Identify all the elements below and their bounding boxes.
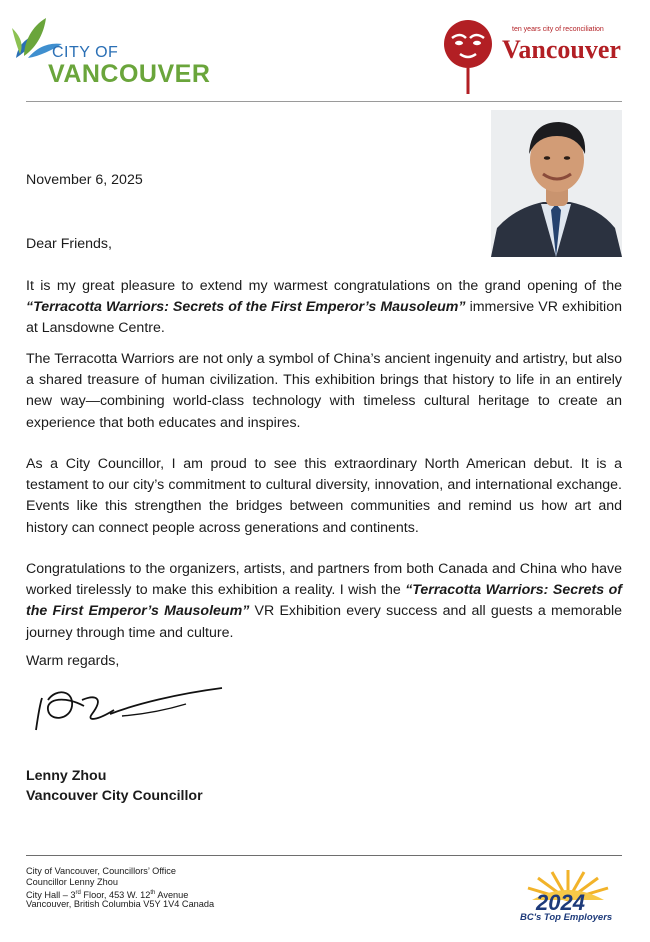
footer-divider — [26, 855, 622, 856]
header-divider — [26, 101, 622, 102]
paragraph-1-intro: It is my great pleasure to extend my warmest congratulations on the grand opening of the — [26, 278, 622, 294]
reconciliation-tagline: ten years city of reconciliation — [512, 26, 604, 33]
paragraph-1-end: immersive VR exhibition at Lansdowne Centre. — [26, 299, 622, 337]
salutation: Dear Friends, — [26, 236, 112, 252]
badge-year: 2024 — [536, 890, 585, 915]
paragraph-1 — [26, 276, 622, 340]
footer-address: City Hall – 3rd Floor, 453 W. 12th Avenue — [26, 890, 189, 901]
bc-top-employers-badge — [512, 866, 624, 928]
paragraph-3: As a City Councillor, I am proud to see this extraordinary North American debut. It is a testament to our city’s commitment to cultural diversity, innovation, and international exchange. Events like this strengthen the bridges between communities and remind us how art and history can connect people across generations and continents. — [26, 456, 622, 536]
exhibition-title: “Terracotta Warriors: Secrets of the First Emperor’s Mausoleum” — [26, 582, 622, 620]
city-of-reconciliation-logo — [440, 18, 640, 98]
letter-date: November 6, 2025 — [26, 172, 143, 188]
exhibition-title: “Terracotta Warriors: Secrets of the First Emperor’s Mausoleum” — [26, 299, 466, 316]
handwritten-signature — [26, 680, 236, 740]
footer-office: City of Vancouver, Councillors’ Office — [26, 866, 176, 876]
badge-label: BC's Top Employers — [520, 912, 613, 923]
logo-text-line2: VANCOUVER — [48, 60, 211, 88]
paragraph-4 — [26, 559, 622, 644]
paragraph-4-end: VR Exhibition every success and all guests a memorable journey through time and culture. — [26, 603, 623, 641]
reconciliation-face-icon — [440, 18, 500, 98]
paragraph-2: The Terracotta Warriors are not only a symbol of China’s ancient ingenuity and artistry, but also a shared treasure of human civilization. This exhibition brings that history to life in an entirely new way—combining world-class technology with timeless cultural heritage to create an experience that both educates and inspires. — [26, 351, 622, 431]
logo-text-line1: CITY OF — [52, 44, 119, 61]
footer-city: Vancouver, British Columbia V5Y 1V4 Canada — [26, 899, 215, 909]
signer-title: Vancouver City Councillor — [26, 788, 203, 804]
footer-councillor: Councillor Lenny Zhou — [26, 877, 118, 887]
reconciliation-wordmark: Vancouver — [502, 35, 621, 64]
paragraph-4-intro: Congratulations to the organizers, artists, and partners from both Canada and China who have worked tirelessly to make this exhibition a reality. I wish the — [26, 561, 622, 599]
signer-name: Lenny Zhou — [26, 768, 107, 784]
closing: Warm regards, — [26, 653, 120, 669]
city-of-vancouver-logo — [10, 14, 211, 88]
